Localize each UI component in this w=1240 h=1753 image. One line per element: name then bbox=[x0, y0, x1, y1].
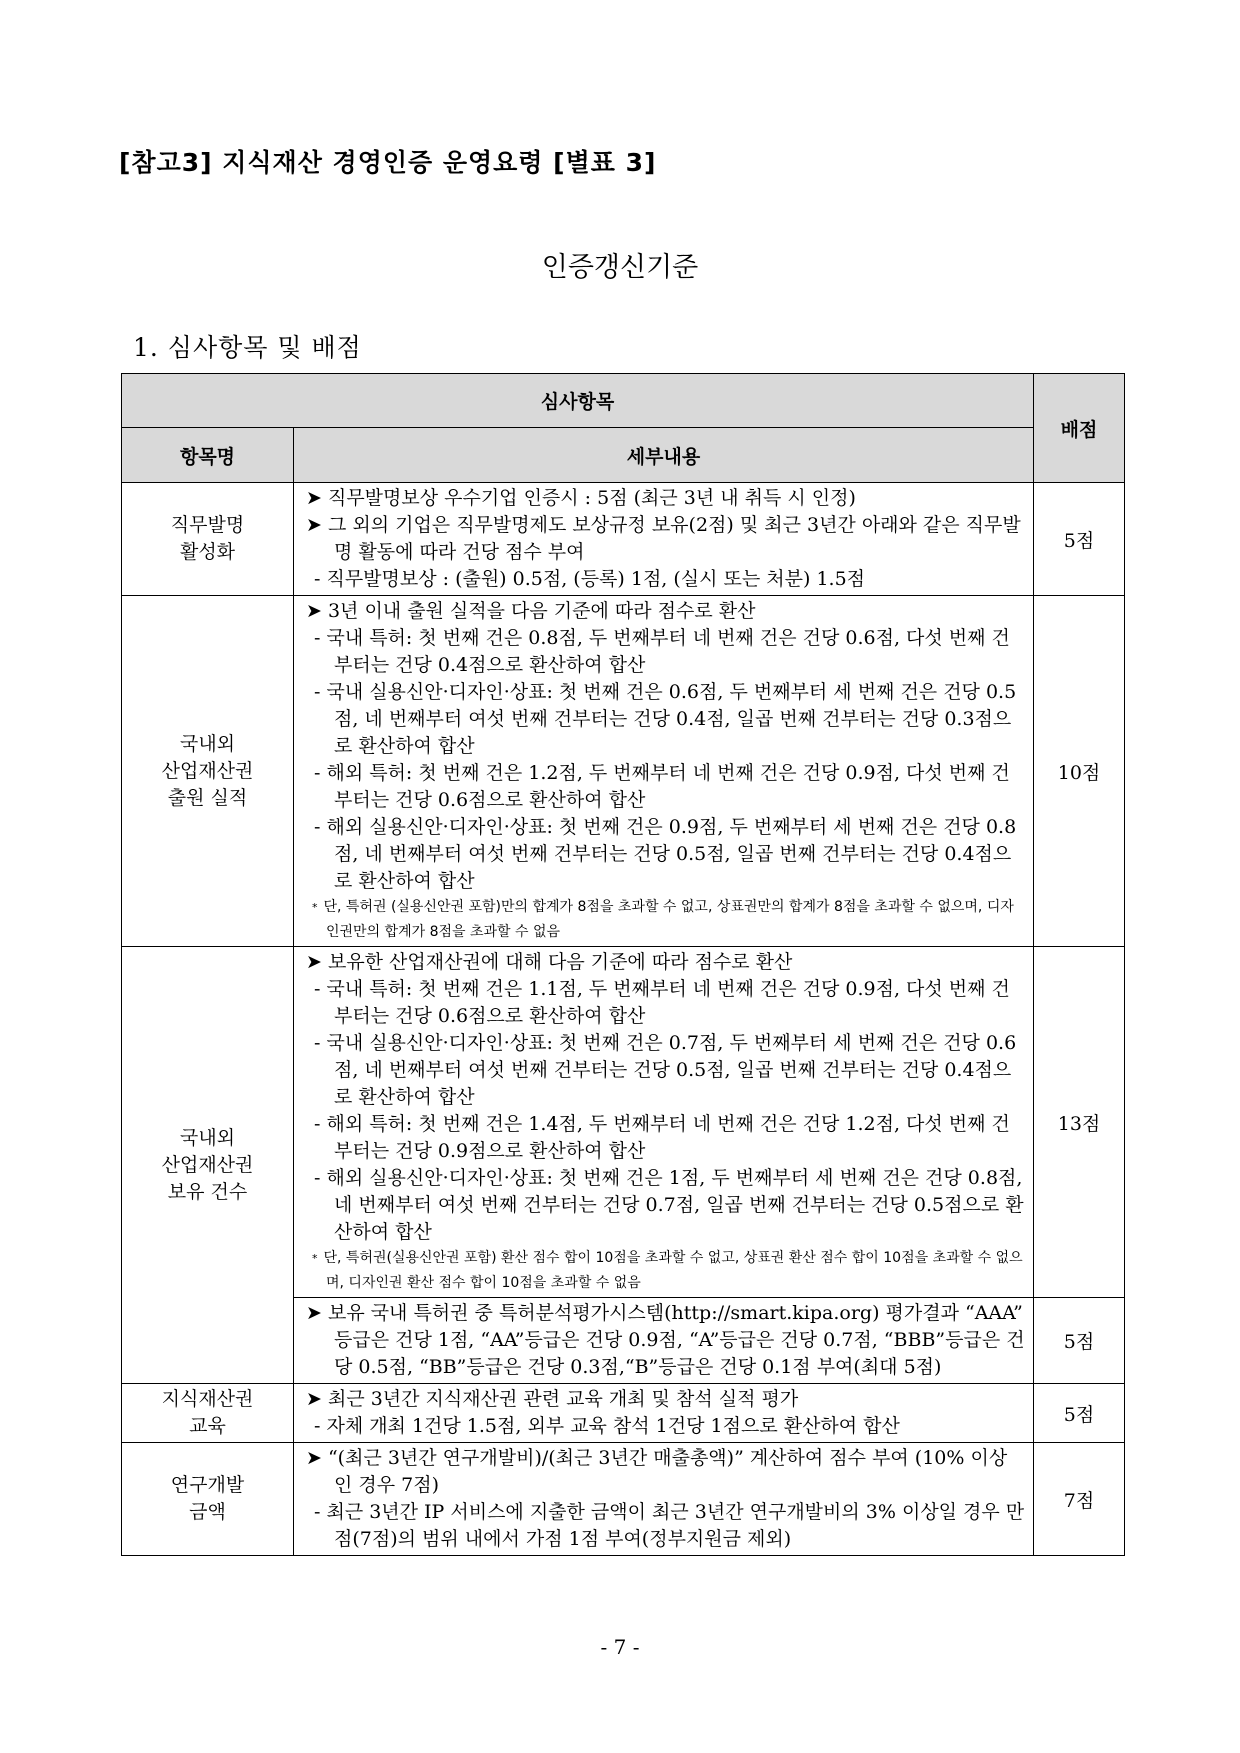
detail-subitem: - 최근 3년간 IP 서비스에 지출한 금액이 최근 3년간 연구개발비의 3% 이상일 경우 만점(7점)의 범위 내에서 가점 1점 부여(정부지원금 제외) bbox=[314, 1501, 1025, 1550]
score-cell: 5점 bbox=[1034, 1298, 1125, 1384]
item-name-line: 교육 bbox=[189, 1415, 226, 1437]
table-row bbox=[122, 596, 1125, 947]
detail-bullet: ➤ “(최근 3년간 연구개발비)/(최근 3년간 매출총액)” 계산하여 점수 부여 (10% 이상인 경우 7점) bbox=[306, 1447, 1008, 1496]
detail-bullet: ➤ 보유 국내 특허권 중 특허분석평가시스템(http://smart.kipa.org) 평가결과 “AAA” 등급은 건당 1점, “AA”등급은 건당 0.9점, “A”등급은 건당 0.7점, “BBB”등급은 건당 0.5점, “BB”등급은 건당 0.3점,“B”등급은 건당 0.1점 부여(최대 5점) bbox=[306, 1302, 1025, 1378]
item-name-line: 보유 건수 bbox=[167, 1180, 248, 1203]
note-asterisk-icon: * bbox=[312, 901, 318, 914]
detail-note bbox=[306, 895, 1025, 944]
note-asterisk-icon: * bbox=[312, 1252, 318, 1265]
document-title: 인증갱신기준 bbox=[541, 252, 699, 283]
detail-cell bbox=[294, 947, 1034, 1298]
detail-bullet: ➤ 직무발명보상 우수기업 인증시 : 5점 (최근 3년 내 취득 시 인정) bbox=[306, 487, 856, 509]
item-name-cell bbox=[122, 1384, 294, 1443]
detail-subitem: - 해외 특허: 첫 번째 건은 1.4점, 두 번째부터 네 번째 건은 건당 1.2점, 다섯 번째 건부터는 건당 0.9점으로 환산하여 합산 bbox=[314, 1113, 1010, 1162]
header-detail: 세부내용 bbox=[294, 428, 1034, 483]
item-name-line: 국내외 bbox=[179, 732, 236, 755]
detail-cell bbox=[294, 1384, 1034, 1443]
item-name-cell bbox=[122, 483, 294, 596]
score-cell: 10점 bbox=[1034, 596, 1125, 947]
score-cell: 5점 bbox=[1034, 1384, 1125, 1443]
item-name-line: 연구개발 bbox=[170, 1474, 245, 1496]
section-heading: 1. 심사항목 및 배점 bbox=[133, 333, 362, 362]
item-name-line: 직무발명 bbox=[170, 514, 245, 536]
score-cell: 13점 bbox=[1034, 947, 1125, 1298]
table-row bbox=[122, 1443, 1125, 1556]
detail-cell bbox=[294, 483, 1034, 596]
detail-subitem: - 자체 개최 1건당 1.5점, 외부 교육 참석 1건당 1점으로 환산하여 합산 bbox=[314, 1415, 900, 1437]
item-name-line: 산업재산권 bbox=[161, 759, 254, 782]
header-score: 배점 bbox=[1034, 374, 1125, 483]
item-name-line: 산업재산권 bbox=[161, 1153, 254, 1176]
detail-note-text: 단, 특허권 (실용신안권 포함)만의 합계가 8점을 초과할 수 없고, 상표권만의 합계가 8점을 초과할 수 없으며, 디자인권만의 합계가 8점을 초과할 수 없음 bbox=[323, 899, 1014, 940]
document-header: [참고3] 지식재산 경영인증 운영요령 [별표 3] bbox=[119, 148, 657, 177]
item-name-line: 금액 bbox=[189, 1501, 226, 1523]
score-cell: 5점 bbox=[1034, 483, 1125, 596]
table-row bbox=[122, 947, 1125, 1298]
item-name-line: 활성화 bbox=[179, 541, 236, 563]
detail-cell bbox=[294, 596, 1034, 947]
table-row bbox=[122, 483, 1125, 596]
detail-note-text: 단, 특허권(실용신안권 포함) 환산 점수 합이 10점을 초과할 수 없고, 상표권 환산 점수 합이 10점을 초과할 수 없으며, 디자인권 환산 점수 합이 10점을 초과할 수 없음 bbox=[323, 1250, 1023, 1291]
item-name-line: 출원 실적 bbox=[167, 786, 248, 809]
item-name-line: 지식재산권 bbox=[161, 1388, 254, 1410]
detail-bullet: ➤ 최근 3년간 지식재산권 관련 교육 개최 및 참석 실적 평가 bbox=[306, 1388, 799, 1410]
detail-subitem: - 해외 실용신안·디자인·상표: 첫 번째 건은 1점, 두 번째부터 세 번째 건은 건당 0.8점, 네 번째부터 여섯 번째 건부터는 건당 0.7점, 일곱 번째 건부터는 건당 0.5점으로 환산하여 합산 bbox=[314, 1167, 1024, 1243]
detail-cell bbox=[294, 1298, 1034, 1384]
detail-bullet: ➤ 3년 이내 출원 실적을 다음 기준에 따라 점수로 환산 bbox=[306, 600, 756, 622]
table-row bbox=[122, 1384, 1125, 1443]
detail-bullet: ➤ 그 외의 기업은 직무발명제도 보상규정 보유(2점) 및 최근 3년간 아래와 같은 직무발명 활동에 따라 건당 점수 부여 bbox=[306, 514, 1021, 563]
header-review-items: 심사항목 bbox=[122, 374, 1034, 428]
criteria-table bbox=[121, 373, 1125, 1556]
detail-subitem: - 해외 특허: 첫 번째 건은 1.2점, 두 번째부터 네 번째 건은 건당 0.9점, 다섯 번째 건부터는 건당 0.6점으로 환산하여 합산 bbox=[314, 762, 1010, 811]
detail-cell bbox=[294, 1443, 1034, 1556]
detail-note bbox=[306, 1246, 1025, 1295]
header-item-name: 항목명 bbox=[122, 428, 294, 483]
score-cell: 7점 bbox=[1034, 1443, 1125, 1556]
item-name-cell bbox=[122, 947, 294, 1384]
detail-subitem: - 직무발명보상 : (출원) 0.5점, (등록) 1점, (실시 또는 처분) 1.5점 bbox=[314, 568, 866, 590]
item-name-line: 국내외 bbox=[179, 1126, 236, 1149]
detail-subitem: - 국내 실용신안·디자인·상표: 첫 번째 건은 0.6점, 두 번째부터 세 번째 건은 건당 0.5점, 네 번째부터 여섯 번째 건부터는 건당 0.4점, 일곱 번째 건부터는 건당 0.3점으로 환산하여 합산 bbox=[314, 681, 1017, 757]
detail-subitem: - 국내 실용신안·디자인·상표: 첫 번째 건은 0.7점, 두 번째부터 세 번째 건은 건당 0.6점, 네 번째부터 여섯 번째 건부터는 건당 0.5점, 일곱 번째 건부터는 건당 0.4점으로 환산하여 합산 bbox=[314, 1032, 1017, 1108]
detail-subitem: - 국내 특허: 첫 번째 건은 0.8점, 두 번째부터 네 번째 건은 건당 0.6점, 다섯 번째 건부터는 건당 0.4점으로 환산하여 합산 bbox=[314, 627, 1010, 676]
detail-bullet: ➤ 보유한 산업재산권에 대해 다음 기준에 따라 점수로 환산 bbox=[306, 951, 793, 973]
detail-subitem: - 해외 실용신안·디자인·상표: 첫 번째 건은 0.9점, 두 번째부터 세 번째 건은 건당 0.8점, 네 번째부터 여섯 번째 건부터는 건당 0.5점, 일곱 번째 건부터는 건당 0.4점으로 환산하여 합산 bbox=[314, 816, 1017, 892]
page-number: - 7 - bbox=[600, 1635, 640, 1659]
item-name-cell bbox=[122, 596, 294, 947]
detail-subitem: - 국내 특허: 첫 번째 건은 1.1점, 두 번째부터 네 번째 건은 건당 0.9점, 다섯 번째 건부터는 건당 0.6점으로 환산하여 합산 bbox=[314, 978, 1010, 1027]
item-name-cell bbox=[122, 1443, 294, 1556]
